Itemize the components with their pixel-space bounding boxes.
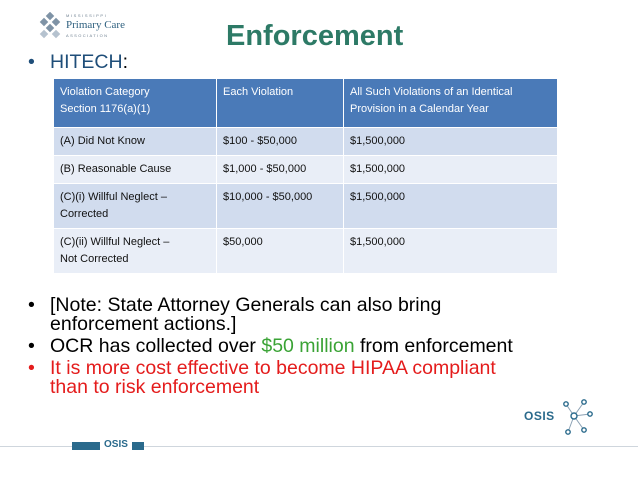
- bullet-note-attorney-generals: • [Note: State Attorney Generals can also bring enforcement actions.]: [28, 294, 442, 335]
- osis-logo: [524, 398, 594, 438]
- logo-org-name: Primary Care: [66, 19, 125, 31]
- cell-calendar-year: $1,500,000: [344, 184, 558, 229]
- table-row: [54, 128, 558, 156]
- bullet-dot: •: [28, 294, 35, 316]
- header-violation-category: Violation Category Section 1176(a)(1): [54, 79, 217, 128]
- bullet-dot: •: [28, 51, 35, 73]
- cell-each-violation: $100 - $50,000: [217, 128, 344, 156]
- table-row: [54, 156, 558, 184]
- osis-wordmark: OSIS: [524, 409, 555, 423]
- bullet-dot: •: [28, 357, 35, 379]
- cell-calendar-year: $1,500,000: [344, 229, 558, 274]
- primary-care-association-logo: [38, 8, 125, 50]
- cell-category: (C)(i) Willful Neglect – Corrected: [54, 184, 217, 229]
- cell-calendar-year: $1,500,000: [344, 156, 558, 184]
- bullet-ocr-collected: • OCR has collected over $50 million from enforcement: [28, 335, 513, 357]
- table-row: [54, 184, 558, 229]
- cell-each-violation: $10,000 - $50,000: [217, 184, 344, 229]
- bullet-list: [28, 296, 608, 400]
- bullet-dot: •: [28, 335, 35, 357]
- table-row: [54, 229, 558, 274]
- footer-osis-wordmark: OSIS: [100, 439, 132, 450]
- cell-category: (A) Did Not Know: [54, 128, 217, 156]
- cell-calendar-year: $1,500,000: [344, 128, 558, 156]
- network-nodes-icon: [560, 398, 594, 436]
- logo-top-text: MISSISSIPPI: [66, 13, 108, 18]
- violation-penalty-table: [53, 78, 558, 274]
- bullet-hitech-text: HITECH: [50, 51, 123, 73]
- diamond-cluster-icon: [38, 12, 64, 42]
- header-each-violation: Each Violation: [217, 79, 344, 128]
- bullet-hitech-colon: :: [122, 51, 129, 73]
- logo-bottom-text: ASSOCIATION: [66, 33, 109, 38]
- highlight-amount: $50 million: [261, 335, 355, 357]
- table-header-row: [54, 79, 558, 128]
- cell-each-violation: $1,000 - $50,000: [217, 156, 344, 184]
- cell-category: (C)(ii) Willful Neglect – Not Corrected: [54, 229, 217, 274]
- bullet-cost-effective: • It is more cost effective to become HIPAA compliant than to risk enforcement: [28, 357, 496, 398]
- cell-each-violation: $50,000: [217, 229, 344, 274]
- slide-title: Enforcement: [226, 20, 404, 52]
- cell-category: (B) Reasonable Cause: [54, 156, 217, 184]
- header-all-such-violations: All Such Violations of an Identical Provision in a Calendar Year: [344, 79, 558, 128]
